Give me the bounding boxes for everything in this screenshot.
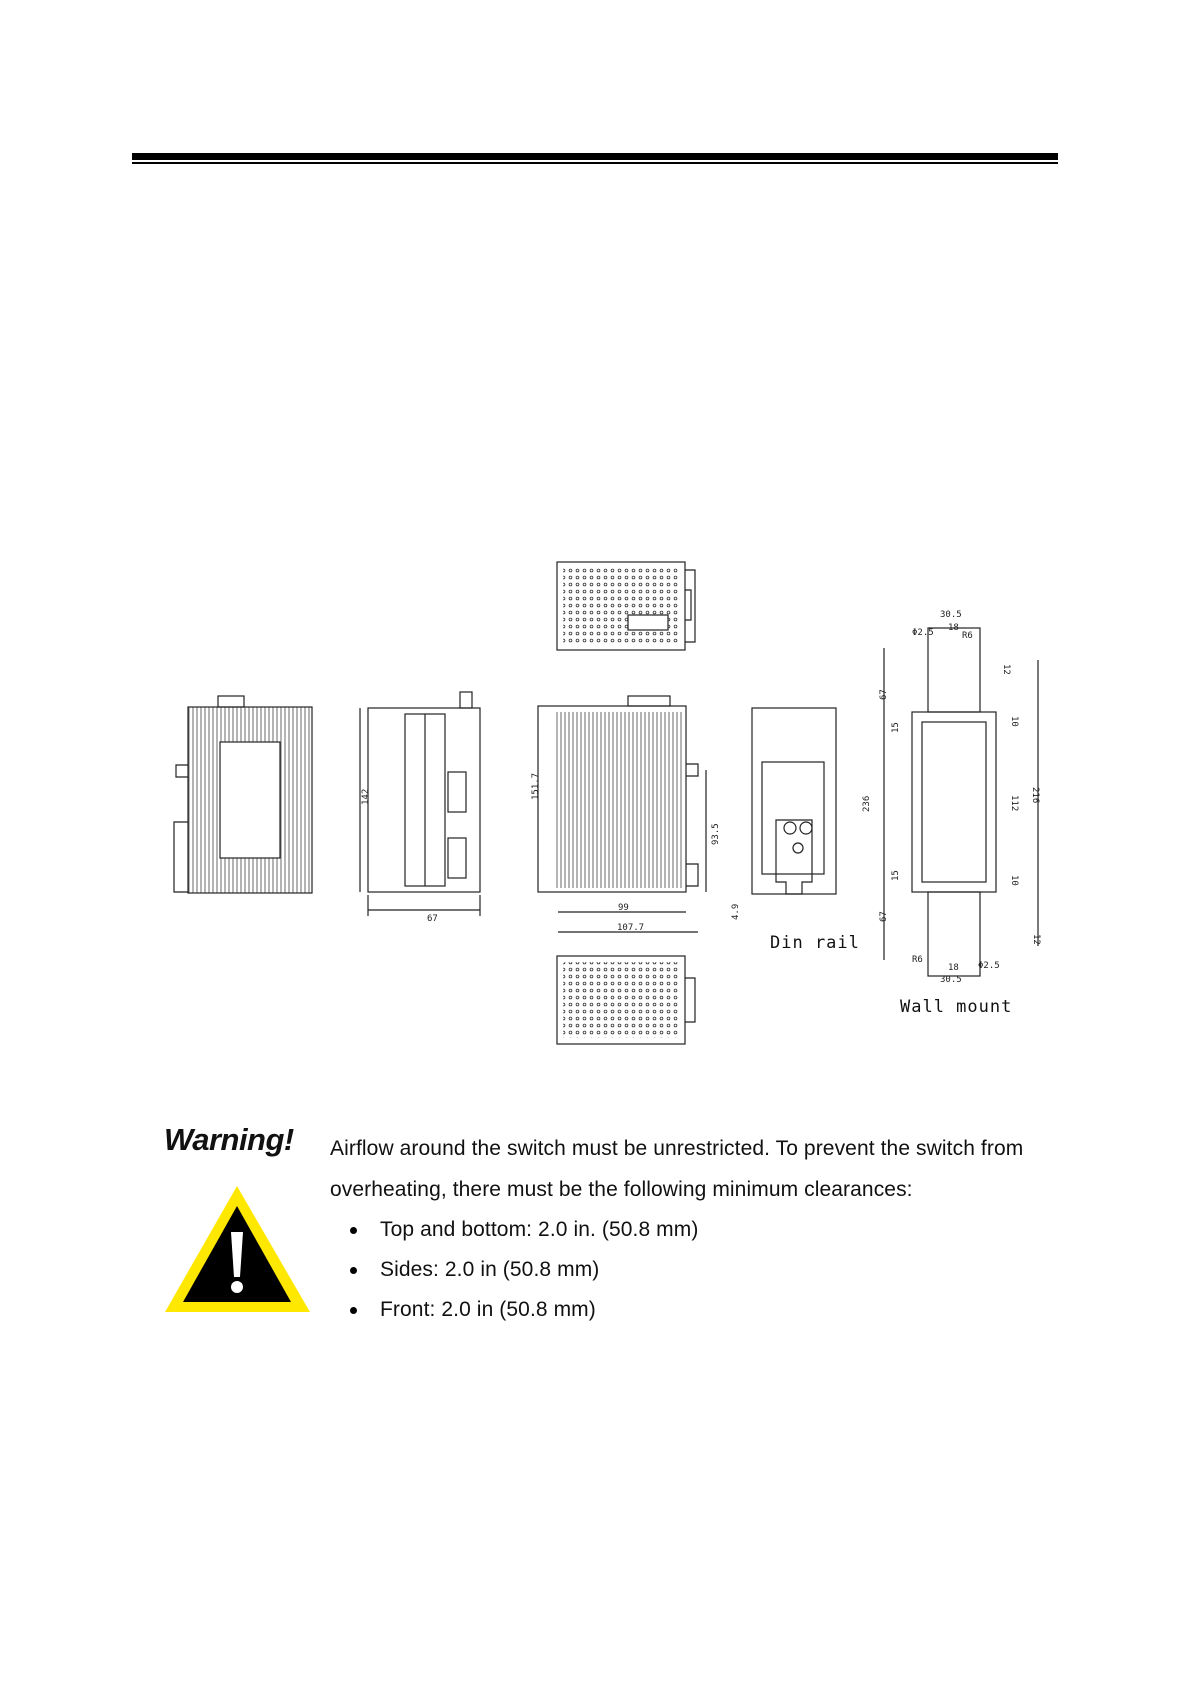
dim-depth-total: 107.7 (617, 923, 645, 933)
list-item: Top and bottom: 2.0 in. (50.8 mm) (350, 1210, 1060, 1250)
dim-wall-total-inner: 216 (1030, 787, 1040, 804)
dim-wall-bottom-width: 30.5 (940, 975, 962, 985)
dim-depth-body: 99 (618, 903, 629, 913)
dim-wall-hole-a: Φ2.5 (912, 628, 934, 638)
dim-wall-bottom-10: 10 (1009, 875, 1019, 886)
front-view (360, 692, 480, 916)
dim-rail-offset: 93.5 (711, 823, 721, 845)
dim-rail-gap: 4.9 (731, 903, 741, 920)
dim-wall-top-67: 67 (879, 689, 889, 700)
dim-wall-bottom-inner: 18 (948, 963, 959, 973)
warning-paragraph: Airflow around the switch must be unrestricted. To prevent the switch from overheating, there must be the following minimum clearances: (330, 1137, 1024, 1201)
dim-front-height: 142 (361, 788, 371, 805)
warning-text (330, 1128, 1060, 1330)
dim-front-width: 67 (427, 914, 438, 924)
din-rail-view (752, 708, 836, 894)
bottom-view (557, 956, 695, 1044)
dim-wall-total: 236 (862, 795, 872, 812)
left-side-view (174, 696, 312, 893)
dim-wall-top-10: 10 (1009, 716, 1019, 727)
dim-wall-top-width: 30.5 (940, 610, 962, 620)
dim-wall-bottom-67: 67 (879, 911, 889, 922)
dim-wall-hole-d: Φ2.5 (978, 961, 1000, 971)
warning-icon (160, 1180, 315, 1319)
dim-wall-hole-b: R6 (962, 631, 973, 641)
list-item: Front: 2.0 in (50.8 mm) (350, 1290, 1060, 1330)
dim-wall-top-15: 15 (891, 722, 901, 733)
warning-title: Warning! (164, 1122, 294, 1157)
list-item: Sides: 2.0 in (50.8 mm) (350, 1250, 1060, 1290)
right-side-view (538, 696, 706, 932)
din-rail-caption: Din rail (770, 933, 860, 953)
dim-wall-bottom-12: 12 (1031, 934, 1041, 945)
dim-wall-hole-c: R6 (912, 955, 923, 965)
dim-wall-bottom-15: 15 (891, 870, 901, 881)
dim-wall-top-12: 12 (1001, 664, 1011, 675)
dim-wall-body: 112 (1009, 795, 1019, 812)
clearance-list (330, 1210, 1060, 1330)
dim-wall-top-inner: 18 (948, 623, 959, 633)
dim-side-height: 151.7 (531, 772, 541, 800)
wall-mount-caption: Wall mount (900, 997, 1013, 1017)
top-view (557, 562, 695, 650)
